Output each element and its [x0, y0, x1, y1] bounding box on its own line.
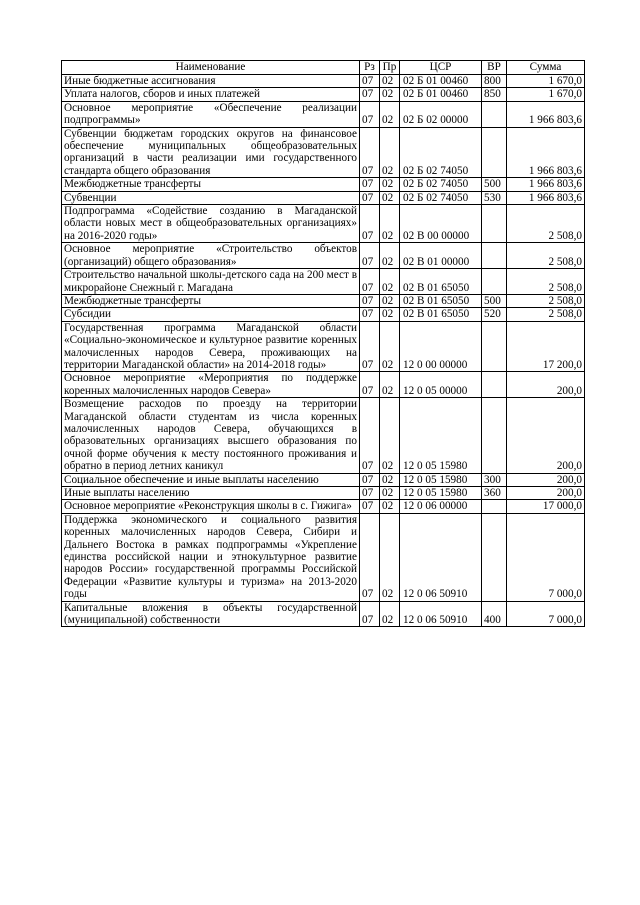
- cell-csr: 12 0 06 50910: [400, 601, 482, 627]
- header-sum: Сумма: [507, 61, 585, 75]
- cell-csr: 12 0 05 00000: [400, 372, 482, 398]
- cell-rz: 07: [360, 308, 380, 321]
- header-pr: Пр: [380, 61, 400, 75]
- cell-csr: 02 Б 01 00460: [400, 88, 482, 101]
- cell-csr: 02 В 01 65050: [400, 269, 482, 295]
- cell-rz: 07: [360, 243, 380, 269]
- cell-sum: 1 966 803,6: [507, 191, 585, 204]
- cell-sum: 2 508,0: [507, 243, 585, 269]
- cell-sum: 1 670,0: [507, 88, 585, 101]
- cell-vr: 360: [482, 487, 507, 500]
- cell-rz: 07: [360, 473, 380, 486]
- cell-rz: 07: [360, 127, 380, 178]
- cell-vr: [482, 127, 507, 178]
- cell-pr: 02: [380, 500, 400, 513]
- cell-rz: 07: [360, 487, 380, 500]
- cell-rz: 07: [360, 178, 380, 191]
- cell-vr: [482, 321, 507, 372]
- cell-pr: 02: [380, 101, 400, 127]
- header-vr: ВР: [482, 61, 507, 75]
- table-header-row: [62, 61, 585, 75]
- table-row: [62, 601, 585, 627]
- cell-name: Основное мероприятие «Обеспечение реализации подпрограммы»: [62, 101, 360, 127]
- cell-pr: 02: [380, 205, 400, 243]
- cell-vr: [482, 243, 507, 269]
- table-row: [62, 372, 585, 398]
- cell-pr: 02: [380, 398, 400, 473]
- cell-csr: 12 0 06 50910: [400, 513, 482, 601]
- table-row: [62, 398, 585, 473]
- cell-pr: 02: [380, 308, 400, 321]
- cell-sum: 1 670,0: [507, 75, 585, 88]
- cell-pr: 02: [380, 88, 400, 101]
- cell-vr: 520: [482, 308, 507, 321]
- cell-pr: 02: [380, 473, 400, 486]
- cell-name: Субвенции бюджетам городских округов на финансовое обеспечение муниципальных общеобразовательных организаций в части реализации ими государственного стандарта общего образования: [62, 127, 360, 178]
- table-row: [62, 500, 585, 513]
- table-row: [62, 178, 585, 191]
- cell-pr: 02: [380, 127, 400, 178]
- cell-name: Основное мероприятие «Мероприятия по поддержке коренных малочисленных народов Севера»: [62, 372, 360, 398]
- table-row: [62, 205, 585, 243]
- table-row: [62, 243, 585, 269]
- cell-csr: 02 Б 02 74050: [400, 178, 482, 191]
- cell-vr: [482, 500, 507, 513]
- cell-name: Возмещение расходов по проезду на территории Магаданской области студентам из числа коренных малочисленных народов Севера, обучающихся в образовательных организациях высшего образования по очной форме обучения к месту постоянного проживания и обратно в период летних каникул: [62, 398, 360, 473]
- cell-csr: 02 В 01 65050: [400, 294, 482, 307]
- table-row: [62, 321, 585, 372]
- cell-vr: [482, 372, 507, 398]
- header-csr: ЦСР: [400, 61, 482, 75]
- cell-sum: 17 200,0: [507, 321, 585, 372]
- cell-name: Строительство начальной школы-детского сада на 200 мест в микрорайоне Снежный г. Магадана: [62, 269, 360, 295]
- cell-csr: 12 0 06 00000: [400, 500, 482, 513]
- cell-csr: 12 0 05 15980: [400, 473, 482, 486]
- table-row: [62, 487, 585, 500]
- cell-sum: 7 000,0: [507, 513, 585, 601]
- cell-vr: 500: [482, 178, 507, 191]
- cell-sum: 200,0: [507, 473, 585, 486]
- cell-csr: 02 Б 01 00460: [400, 75, 482, 88]
- cell-sum: 17 000,0: [507, 500, 585, 513]
- cell-rz: 07: [360, 321, 380, 372]
- cell-csr: 12 0 05 15980: [400, 487, 482, 500]
- table-row: [62, 101, 585, 127]
- cell-vr: 800: [482, 75, 507, 88]
- cell-rz: 07: [360, 500, 380, 513]
- cell-sum: 200,0: [507, 487, 585, 500]
- cell-sum: 1 966 803,6: [507, 101, 585, 127]
- cell-sum: 200,0: [507, 398, 585, 473]
- cell-rz: 07: [360, 372, 380, 398]
- cell-name: Поддержка экономического и социального развития коренных малочисленных народов Севера, Сибири и Дальнего Востока в рамках подпрограммы «Укрепление единства российской нации и этнокультурное развитие народов России» государственной программы Российской Федерации «Развитие культуры и туризма» на 2013-2020 годы: [62, 513, 360, 601]
- cell-sum: 7 000,0: [507, 601, 585, 627]
- cell-sum: 2 508,0: [507, 269, 585, 295]
- cell-rz: 07: [360, 101, 380, 127]
- cell-name: Субсидии: [62, 308, 360, 321]
- cell-rz: 07: [360, 513, 380, 601]
- cell-sum: 2 508,0: [507, 308, 585, 321]
- cell-name: Иные бюджетные ассигнования: [62, 75, 360, 88]
- cell-name: Уплата налогов, сборов и иных платежей: [62, 88, 360, 101]
- cell-pr: 02: [380, 191, 400, 204]
- table-row: [62, 127, 585, 178]
- cell-pr: 02: [380, 601, 400, 627]
- cell-vr: 300: [482, 473, 507, 486]
- cell-name: Подпрограмма «Содействие созданию в Магаданской области новых мест в общеобразовательных организациях» на 2016-2020 годы»: [62, 205, 360, 243]
- cell-rz: 07: [360, 75, 380, 88]
- table-row: [62, 269, 585, 295]
- cell-vr: 400: [482, 601, 507, 627]
- cell-rz: 07: [360, 398, 380, 473]
- cell-pr: 02: [380, 513, 400, 601]
- cell-csr: 12 0 05 15980: [400, 398, 482, 473]
- header-name: Наименование: [62, 61, 360, 75]
- cell-vr: 850: [482, 88, 507, 101]
- cell-vr: [482, 398, 507, 473]
- cell-name: Основное мероприятие «Реконструкция школы в с. Гижига»: [62, 500, 360, 513]
- cell-pr: 02: [380, 487, 400, 500]
- table-row: [62, 294, 585, 307]
- cell-pr: 02: [380, 269, 400, 295]
- cell-sum: 2 508,0: [507, 294, 585, 307]
- table-row: [62, 75, 585, 88]
- cell-pr: 02: [380, 178, 400, 191]
- table-row: [62, 308, 585, 321]
- cell-name: Государственная программа Магаданской области «Социально-экономическое и культурное развитие коренных малочисленных народов Севера, проживающих на территории Магаданской области» на 2014-2018 годы»: [62, 321, 360, 372]
- budget-table: [61, 60, 585, 627]
- cell-name: Основное мероприятие «Строительство объектов (организаций) общего образования»: [62, 243, 360, 269]
- cell-pr: 02: [380, 243, 400, 269]
- cell-name: Межбюджетные трансферты: [62, 178, 360, 191]
- budget-table-page: [61, 60, 584, 627]
- cell-vr: 500: [482, 294, 507, 307]
- cell-csr: 02 В 00 00000: [400, 205, 482, 243]
- cell-vr: [482, 513, 507, 601]
- cell-vr: [482, 269, 507, 295]
- table-row: [62, 473, 585, 486]
- cell-sum: 200,0: [507, 372, 585, 398]
- cell-csr: 02 Б 02 74050: [400, 127, 482, 178]
- cell-sum: 1 966 803,6: [507, 127, 585, 178]
- cell-csr: 02 Б 02 74050: [400, 191, 482, 204]
- header-rz: Рз: [360, 61, 380, 75]
- cell-csr: 02 В 01 65050: [400, 308, 482, 321]
- cell-name: Межбюджетные трансферты: [62, 294, 360, 307]
- cell-csr: 12 0 00 00000: [400, 321, 482, 372]
- cell-name: Иные выплаты населению: [62, 487, 360, 500]
- cell-name: Капитальные вложения в объекты государственной (муниципальной) собственности: [62, 601, 360, 627]
- cell-pr: 02: [380, 75, 400, 88]
- cell-name: Социальное обеспечение и иные выплаты населению: [62, 473, 360, 486]
- cell-vr: [482, 101, 507, 127]
- cell-rz: 07: [360, 191, 380, 204]
- cell-csr: 02 В 01 00000: [400, 243, 482, 269]
- table-row: [62, 513, 585, 601]
- cell-pr: 02: [380, 294, 400, 307]
- cell-sum: 1 966 803,6: [507, 178, 585, 191]
- cell-rz: 07: [360, 601, 380, 627]
- cell-rz: 07: [360, 88, 380, 101]
- cell-pr: 02: [380, 321, 400, 372]
- table-row: [62, 88, 585, 101]
- table-row: [62, 191, 585, 204]
- cell-rz: 07: [360, 205, 380, 243]
- cell-rz: 07: [360, 269, 380, 295]
- cell-vr: [482, 205, 507, 243]
- cell-name: Субвенции: [62, 191, 360, 204]
- cell-pr: 02: [380, 372, 400, 398]
- cell-vr: 530: [482, 191, 507, 204]
- cell-rz: 07: [360, 294, 380, 307]
- cell-sum: 2 508,0: [507, 205, 585, 243]
- cell-csr: 02 Б 02 00000: [400, 101, 482, 127]
